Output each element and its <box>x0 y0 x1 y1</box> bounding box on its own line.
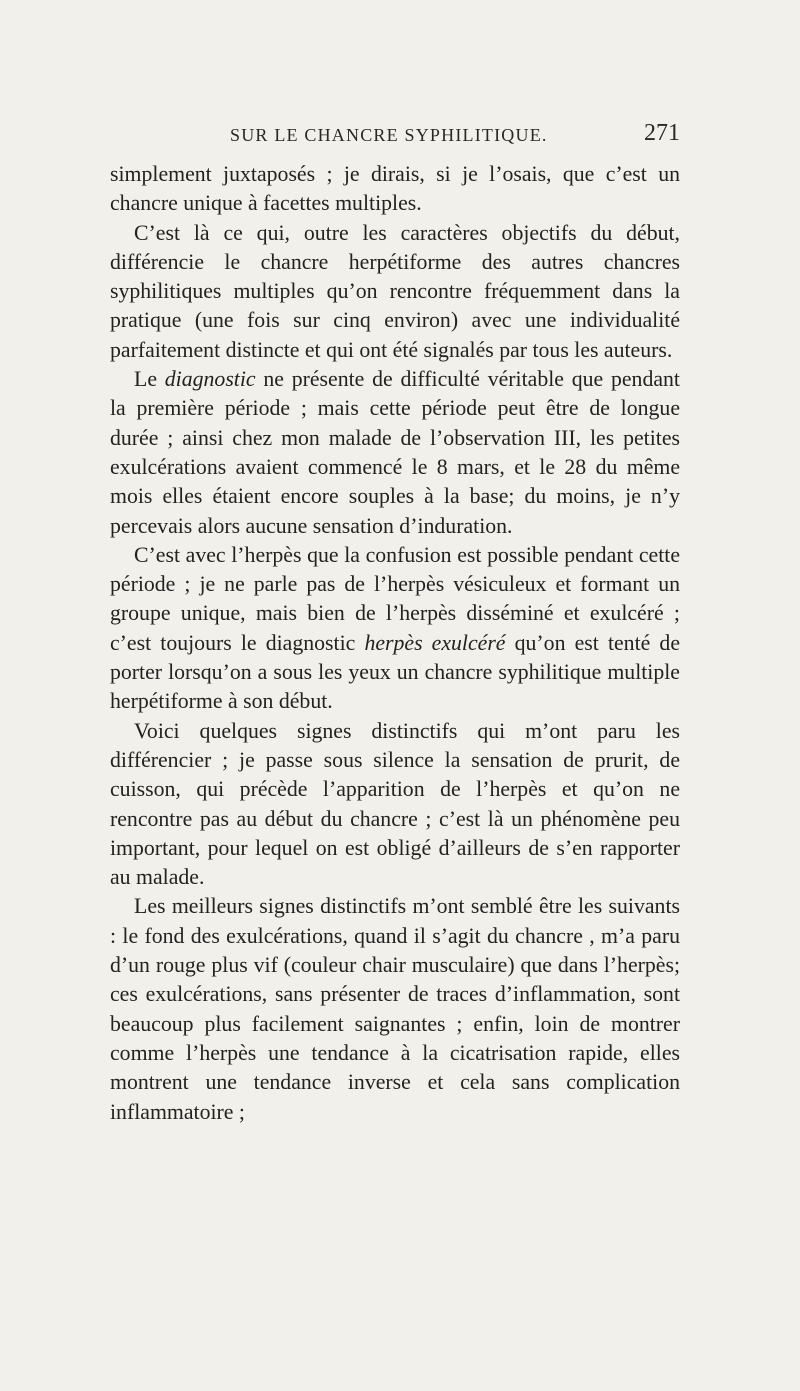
paragraph-3-start: Le <box>134 367 165 392</box>
running-head: SUR LE CHANCRE SYPHILITIQUE. <box>230 125 548 145</box>
paragraph-4-start: C’est avec l’herpès que la confusion est possible pendant cette période ; je ne parle pas de l’herpès vésiculeux et formant un groupe unique, mais bien de l’herpès disséminé et exulcéré ; c’est toujours le diagnostic <box>110 542 680 655</box>
diagnostic-emphasis: diagnostic <box>164 367 256 392</box>
paragraph-2: C’est là ce qui, outre les caractères objectifs du début, différencie le chancre herpétiforme des autres chancres syphilitiques multiples qu’on rencontre fréquemment dans la pratique (une fois sur cinq environ) avec une individualité parfaitement distincte et qui ont été signalés par tous les auteurs. <box>110 220 680 362</box>
herpes-exulcere-emphasis: herpès exulcéré <box>364 630 506 655</box>
paragraph-5: Voici quelques signes distinctifs qui m’ont paru les différencier ; je passe sous silence la sensation de prurit, de cuisson, qui précède l’apparition de l’herpès et qu’on ne rencontre pas au début du chancre ; c’est là un phénomène peu important, pour lequel on est obligé d’ailleurs de s’en rapporter au malade. <box>110 718 680 890</box>
page-number: 271 <box>644 120 680 146</box>
paragraph-3 <box>110 365 680 541</box>
paragraph-6: Les meilleurs signes distinctifs m’ont semblé être les suivants : le fond des exulcérations, quand il s’agit du chancre , m’a paru d’un rouge plus vif (couleur chair musculaire) que dans l’herpès; ces exulcérations, sans présenter de traces d’inflammation, sont beaucoup plus facilement saignantes ; enfin, loin de montrer comme l’herpès une tendance à la cicatrisation rapide, elles montrent une tendance inverse et cela sans complication inflammatoire ; <box>110 894 680 1124</box>
paragraph-4 <box>110 541 680 717</box>
paragraph-4-rest: qu’on est tenté de porter lorsqu’on a sous les yeux un chancre syphilitique multiple herpétiforme à son début. <box>110 630 681 714</box>
body-text <box>110 160 680 1127</box>
paragraph-1: simplement juxtaposés ; je dirais, si je l’osais, que c’est un chancre unique à facettes multiples. <box>110 162 680 216</box>
page-header <box>110 120 680 154</box>
paragraph-3-rest: ne présente de difficulté véritable que pendant la première période ; mais cette période peut être de longue durée ; ainsi chez mon malade de l’observation III, les petites exulcérations avaient commencé le 8 mars, et le 28 du même mois elles étaient encore souples à la base; du moins, je n’y percevais alors aucune sensation d’induration. <box>110 367 680 538</box>
